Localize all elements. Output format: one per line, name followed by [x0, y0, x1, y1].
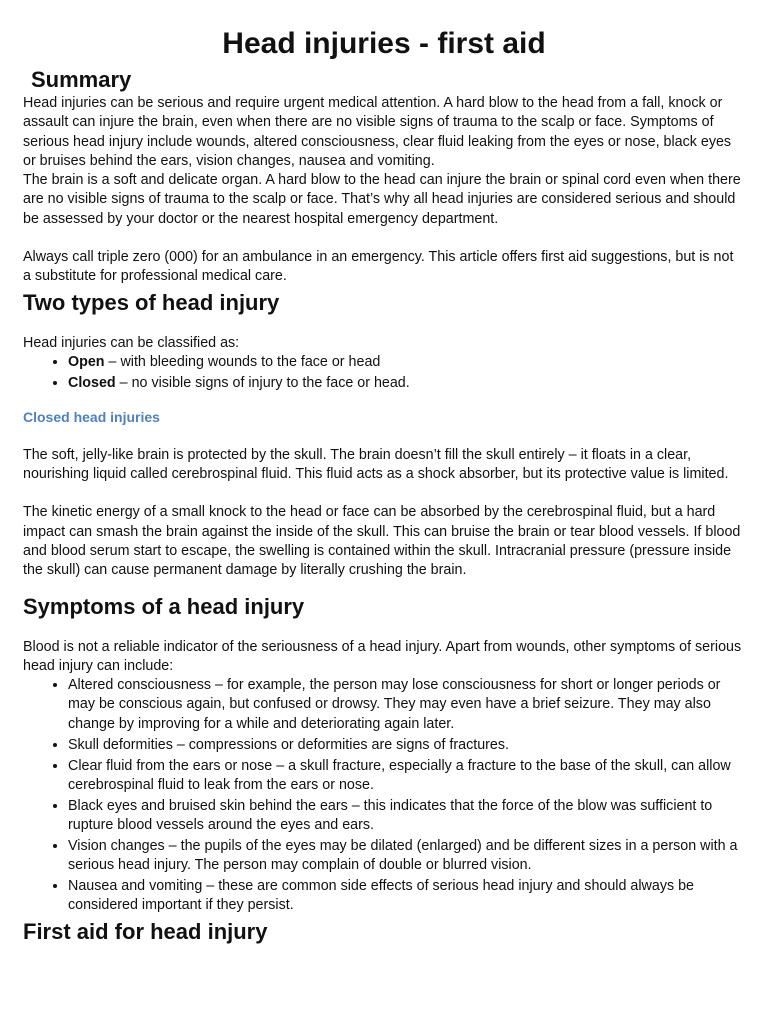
summary-paragraph-2: The brain is a soft and delicate organ. A hard blow to the head can injure the brain or spinal cord even when there are no visible signs of trauma to the scalp or face. That’s why all head injuries are considered serious and should be assessed by your doctor or the nearest hospital emergency department. [23, 172, 741, 227]
symptoms-heading: Symptoms of a head injury [23, 593, 305, 619]
list-item [68, 374, 745, 393]
first-aid-heading: First aid for head injury [23, 918, 268, 944]
page-title: Head injuries - first aid [222, 27, 546, 60]
list-item [68, 353, 745, 372]
document-page [23, 24, 745, 946]
types-intro: Head injuries can be classified as: [23, 334, 240, 351]
list-item: • Vision changes – the pupils of the eyes may be dilated (enlarged) and be different sizes in a person with a serious head injury. The person may complain of double or blurred vision. [68, 837, 745, 876]
symptoms-list [23, 676, 745, 916]
list-item-text: – with bleeding wounds to the face or head [104, 353, 381, 370]
list-item-text: – no visible signs of injury to the face or head. [115, 374, 410, 391]
list-item-term: Closed [68, 374, 116, 391]
symptoms-intro: Blood is not a reliable indicator of the seriousness of a head injury. Apart from wounds, other symptoms of serious head injury can include: [23, 638, 742, 674]
closed-paragraph-1: The soft, jelly-like brain is protected by the skull. The brain doesn’t fill the skull entirely – it floats in a clear, nourishing liquid called cerebrospinal fluid. This fluid acts as a shock absorber, but its protective value is limited. [23, 446, 729, 483]
types-heading: Two types of head injury [23, 289, 280, 315]
list-item: • Altered consciousness – for example, the person may lose consciousness for short or longer periods or may be conscious again, but confused or drowsy. They may even have a brief seizure. They may also change by improving for a while and deteriorating again later. [68, 676, 745, 734]
list-item: • Clear fluid from the ears or nose – a skull fracture, especially a fracture to the base of the skull, can allow cerebrospinal fluid to leak from the ears or nose. [68, 757, 745, 796]
list-item: • Nausea and vomiting – these are common side effects of serious head injury and should always be considered important if they persist. [68, 877, 745, 916]
types-list [23, 353, 745, 393]
summary-paragraph-1: Head injuries can be serious and require urgent medical attention. A hard blow to the head from a fall, knock or assault can injure the brain, even when there are no visible signs of trauma to the scalp or face. Symptoms of serious head injury include wounds, altered consciousness, clear fluid leaking from the eyes or nose, black eyes or bruises behind the ears, vision changes, nausea and vomiting. [23, 95, 732, 169]
list-item: • Skull deformities – compressions or deformities are signs of fractures. [68, 736, 745, 755]
list-item-term: Open [68, 353, 105, 370]
summary-paragraph-3: Always call triple zero (000) for an ambulance in an emergency. This article offers first aid suggestions, but is not a substitute for professional medical care. [23, 249, 734, 285]
closed-head-injuries-heading: Closed head injuries [23, 408, 160, 425]
closed-paragraph-2: The kinetic energy of a small knock to the head or face can be absorbed by the cerebrospinal fluid, but a hard impact can smash the brain against the inside of the skull. This can bruise the brain or tear blood vessels. If blood and blood serum start to escape, the swelling is contained within the skull. Intracranial pressure (pressure inside the skull) can cause permanent damage by literally crushing the brain. [23, 504, 741, 579]
summary-heading: Summary [31, 67, 132, 92]
list-item: • Black eyes and bruised skin behind the ears – this indicates that the force of the blow was sufficient to rupture blood vessels around the eyes and ears. [68, 797, 745, 836]
